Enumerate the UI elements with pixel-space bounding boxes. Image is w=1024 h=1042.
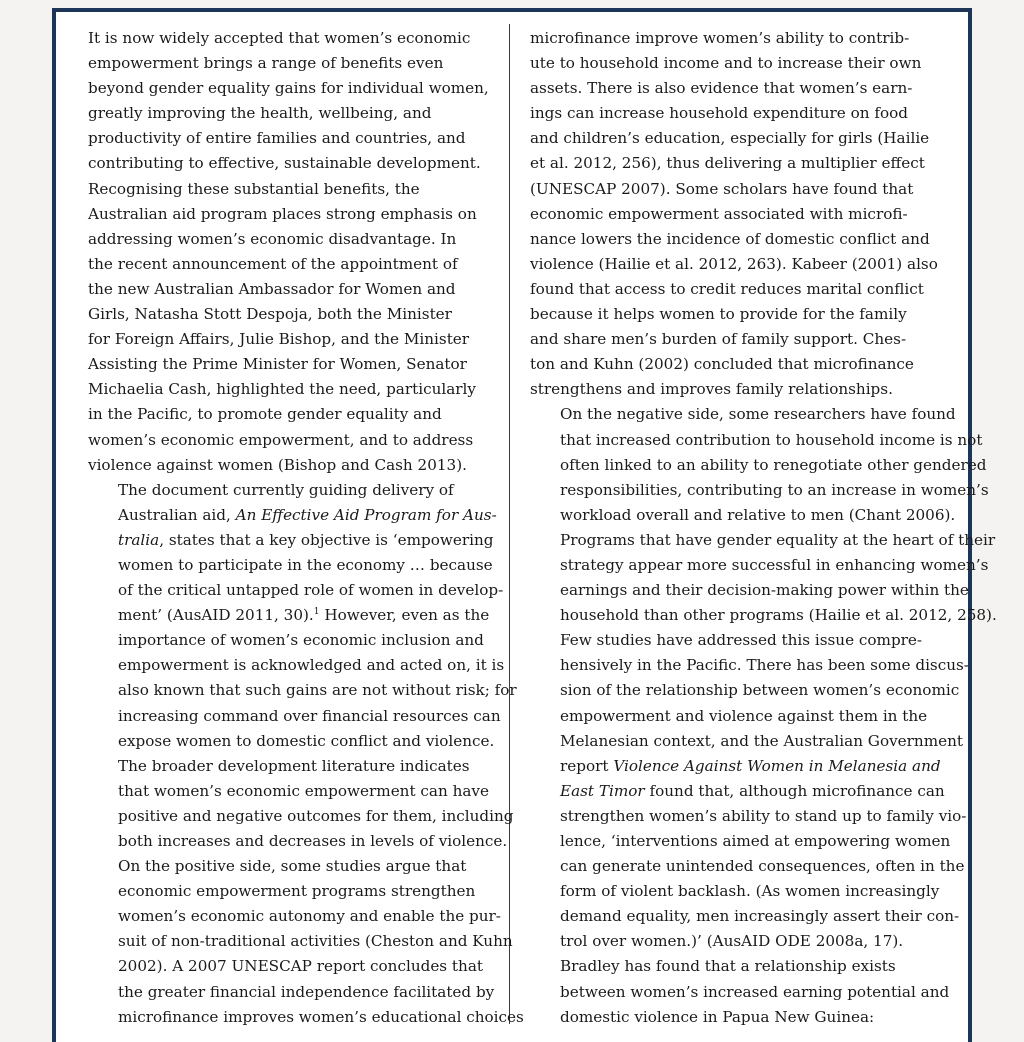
line-text: greatly improving the health, wellbeing, and — [88, 104, 432, 123]
text-line — [88, 829, 508, 854]
line-text: violence (Hailie et al. 2012, 263). Kabeer (2001) also — [530, 254, 938, 273]
line-text: ings can increase household expenditure on food — [530, 104, 908, 123]
text-line — [88, 603, 490, 628]
text-line — [88, 302, 486, 327]
paragraph — [530, 402, 997, 628]
text-line — [88, 678, 517, 703]
line-text: microfinance improve women’s ability to contrib- — [530, 29, 910, 47]
line-text: economic empowerment programs strengthen — [118, 882, 476, 901]
line-text: Programs that have gender equality at the heart of their — [560, 530, 996, 549]
line-text: economic empowerment associated with microfi- — [530, 204, 908, 223]
text-line — [88, 779, 489, 804]
line-text: earnings and their decision-making power within the — [560, 581, 969, 600]
text-line — [88, 402, 486, 427]
column-divider — [509, 24, 510, 1024]
paragraph — [88, 478, 517, 754]
line-text: microfinance improves women’s educational choices — [118, 1007, 524, 1026]
line-text: sion of the relationship between women’s economic — [560, 681, 960, 700]
text-line — [88, 879, 486, 904]
line-text: On the positive side, some studies argue that — [118, 857, 467, 876]
text-line — [530, 227, 934, 252]
line-text: found that, although microfinance can — [644, 781, 945, 800]
line-text: and children’s education, especially for girls (Hailie — [530, 129, 930, 148]
paragraph — [88, 26, 489, 478]
text-line — [530, 1005, 934, 1030]
line-text: also known that such gains are not without risk; for — [118, 681, 517, 700]
line-text: addressing women’s economic disadvantage. In — [88, 229, 457, 248]
italic-title: East Timor — [560, 781, 645, 800]
text-line — [88, 227, 486, 252]
text-line — [530, 980, 950, 1005]
text-line — [530, 151, 934, 176]
text-line — [530, 51, 934, 76]
text-line — [530, 528, 996, 553]
left-text-column — [88, 26, 524, 1030]
text-line — [88, 754, 486, 779]
line-text: Australian aid program places strong emphasis on — [88, 204, 477, 223]
line-text: contributing to effective, sustainable development. — [88, 154, 481, 173]
line-text: It is now widely accepted that women’s economic — [88, 29, 471, 47]
line-text: household than other programs (Hailie et al. 2012, 258). — [560, 606, 997, 625]
text-line — [88, 929, 513, 954]
line-text: On the negative side, some researchers have found — [560, 405, 956, 424]
text-line — [88, 854, 486, 879]
text-line — [530, 428, 983, 453]
text-line — [530, 553, 989, 578]
line-text: because it helps women to provide for the family — [530, 305, 907, 324]
line-text: the greater financial independence facilitated by — [118, 982, 495, 1001]
text-line — [530, 704, 934, 729]
line-text: that increased contribution to household income is not — [560, 430, 983, 449]
italic-title: tralia — [118, 530, 160, 549]
line-text: ute to household income and to increase their own — [530, 54, 922, 73]
text-line — [530, 453, 987, 478]
line-text: beyond gender equality gains for individual women, — [88, 79, 489, 98]
line-text: the new Australian Ambassador for Women and — [88, 279, 456, 298]
line-text: The broader development literature indicates — [118, 756, 470, 775]
line-text: empowerment brings a range of benefits even — [88, 54, 444, 73]
text-line — [88, 428, 486, 453]
text-line — [530, 879, 940, 904]
line-text: workload overall and relative to men (Chant 2006). — [560, 505, 956, 524]
text-line — [88, 478, 486, 503]
line-text: the recent announcement of the appointment of — [88, 254, 458, 273]
text-line — [530, 729, 963, 754]
text-line — [88, 151, 486, 176]
text-line — [88, 729, 495, 754]
line-text: lence, ‘interventions aimed at empowering women — [560, 832, 951, 850]
line-text: women to participate in the economy … because — [118, 555, 493, 574]
line-text: et al. 2012, 256), thus delivering a multiplier effect — [530, 154, 925, 173]
line-text: strategy appear more successful in enhancing women’s — [560, 555, 989, 574]
text-line — [88, 352, 486, 377]
text-line — [530, 603, 997, 628]
text-line — [530, 302, 934, 327]
line-text: found that access to credit reduces marital conflict — [530, 279, 924, 298]
paragraph — [88, 854, 524, 1030]
line-text: report — [560, 756, 614, 775]
line-text: nance lowers the incidence of domestic conflict and — [530, 229, 930, 248]
line-text: that women’s economic empowerment can have — [118, 781, 489, 800]
text-line — [530, 202, 934, 227]
line-text: ton and Kuhn (2002) concluded that microfinance — [530, 355, 914, 374]
line-text: (UNESCAP 2007). Some scholars have found that — [530, 179, 914, 198]
line-text: trol over women.)’ (AusAID ODE 2008a, 17). — [560, 932, 904, 951]
line-text: violence against women (Bishop and Cash 2013). — [88, 455, 467, 474]
text-line — [530, 478, 989, 503]
text-line — [88, 628, 486, 653]
line-text: 2002). A 2007 UNESCAP report concludes that — [118, 957, 483, 976]
text-line — [88, 1005, 524, 1030]
line-text: assets. There is also evidence that women’s earn- — [530, 79, 913, 98]
line-text: can generate unintended consequences, often in the — [560, 857, 965, 876]
text-line — [530, 177, 934, 202]
line-text: expose women to domestic conflict and violence. — [118, 731, 495, 750]
line-text: suit of non-traditional activities (Cheston and Kuhn — [118, 932, 513, 951]
line-text: , states that a key objective is ‘empowering — [159, 530, 494, 549]
text-line — [530, 76, 934, 101]
line-text: Michaelia Cash, highlighted the need, particularly — [88, 380, 476, 399]
line-text: However, even as the — [319, 606, 490, 625]
text-line — [530, 628, 934, 653]
text-line — [88, 704, 501, 729]
line-text: Few studies have addressed this issue compre- — [560, 631, 923, 650]
text-line — [88, 653, 505, 678]
text-line — [88, 980, 495, 1005]
paragraph — [530, 954, 950, 1029]
line-text: Assisting the Prime Minister for Women, Senator — [88, 355, 467, 374]
paragraph — [530, 26, 938, 402]
text-line — [530, 804, 967, 829]
line-text: strengthen women’s ability to stand up to family vio- — [560, 806, 967, 825]
text-line — [88, 277, 486, 302]
text-line — [530, 653, 969, 678]
line-text: demand equality, men increasingly assert their con- — [560, 907, 960, 926]
text-line — [530, 277, 934, 302]
text-line — [530, 929, 934, 954]
footnote-marker: 1 — [313, 607, 320, 618]
line-text: in the Pacific, to promote gender equality and — [88, 405, 442, 424]
text-line — [88, 954, 486, 979]
text-line — [530, 779, 945, 804]
text-line — [530, 954, 934, 979]
line-text: for Foreign Affairs, Julie Bishop, and the Minister — [88, 330, 470, 349]
line-text: strengthens and improves family relationships. — [530, 380, 893, 399]
text-line — [88, 202, 486, 227]
line-text: hensively in the Pacific. There has been some discus- — [560, 656, 969, 675]
line-text: empowerment and violence against them in the — [560, 706, 928, 725]
line-text: Girls, Natasha Stott Despoja, both the Minister — [88, 305, 452, 324]
italic-title: An Effective Aid Program for Aus- — [235, 505, 497, 524]
line-text: importance of women’s economic inclusion and — [118, 631, 484, 650]
paragraph — [530, 628, 969, 954]
line-text: often linked to an ability to renegotiate other gendered — [560, 455, 987, 474]
text-line — [88, 177, 486, 202]
text-line — [530, 754, 941, 779]
text-line — [88, 503, 497, 528]
text-line — [530, 678, 960, 703]
text-line — [88, 51, 486, 76]
text-line — [530, 402, 956, 427]
line-text: domestic violence in Papua New Guinea: — [560, 1007, 875, 1026]
text-line — [88, 453, 486, 478]
text-line — [530, 503, 956, 528]
text-line — [88, 528, 494, 553]
line-text: Bradley has found that a relationship exists — [560, 957, 896, 976]
text-line — [530, 252, 938, 277]
text-line — [88, 26, 486, 51]
text-line — [88, 904, 501, 929]
text-line — [530, 377, 934, 402]
line-text: and share men’s burden of family support. Ches- — [530, 330, 907, 349]
text-line — [530, 904, 960, 929]
line-text: ment’ (AusAID 2011, 30). — [118, 606, 314, 625]
line-text: positive and negative outcomes for them, including — [118, 806, 514, 825]
line-text: women’s economic autonomy and enable the pur- — [118, 907, 501, 926]
text-line — [530, 26, 934, 51]
line-text: empowerment is acknowledged and acted on, it is — [118, 656, 505, 675]
text-line — [88, 578, 504, 603]
line-text: The document currently guiding delivery of — [118, 480, 454, 499]
text-line — [530, 327, 934, 352]
paragraph — [88, 754, 514, 854]
line-text: Australian aid, — [118, 505, 236, 524]
text-line — [530, 854, 965, 879]
text-line — [530, 829, 951, 854]
text-line — [88, 126, 486, 151]
line-text: between women’s increased earning potential and — [560, 982, 950, 1001]
text-line — [530, 126, 934, 151]
line-text: women’s economic empowerment, and to address — [88, 430, 474, 449]
text-line — [530, 101, 934, 126]
text-line — [88, 377, 486, 402]
text-line — [88, 101, 486, 126]
text-line — [88, 553, 493, 578]
line-text: responsibilities, contributing to an increase in women’s — [560, 480, 989, 499]
line-text: Melanesian context, and the Australian Government — [560, 731, 963, 750]
line-text: form of violent backlash. (As women increasingly — [560, 882, 940, 901]
text-line — [88, 252, 486, 277]
right-text-column — [530, 26, 997, 1030]
italic-title: Violence Against Women in Melanesia and — [613, 756, 941, 775]
text-line — [88, 76, 489, 101]
text-line — [88, 327, 486, 352]
line-text: increasing command over financial resources can — [118, 706, 501, 725]
line-text: both increases and decreases in levels of violence. — [118, 832, 508, 850]
line-text: of the critical untapped role of women in develop- — [118, 581, 504, 600]
text-line — [530, 578, 969, 603]
line-text: productivity of entire families and countries, and — [88, 129, 466, 148]
text-line — [88, 804, 514, 829]
text-line — [530, 352, 934, 377]
line-text: Recognising these substantial benefits, the — [88, 179, 420, 198]
